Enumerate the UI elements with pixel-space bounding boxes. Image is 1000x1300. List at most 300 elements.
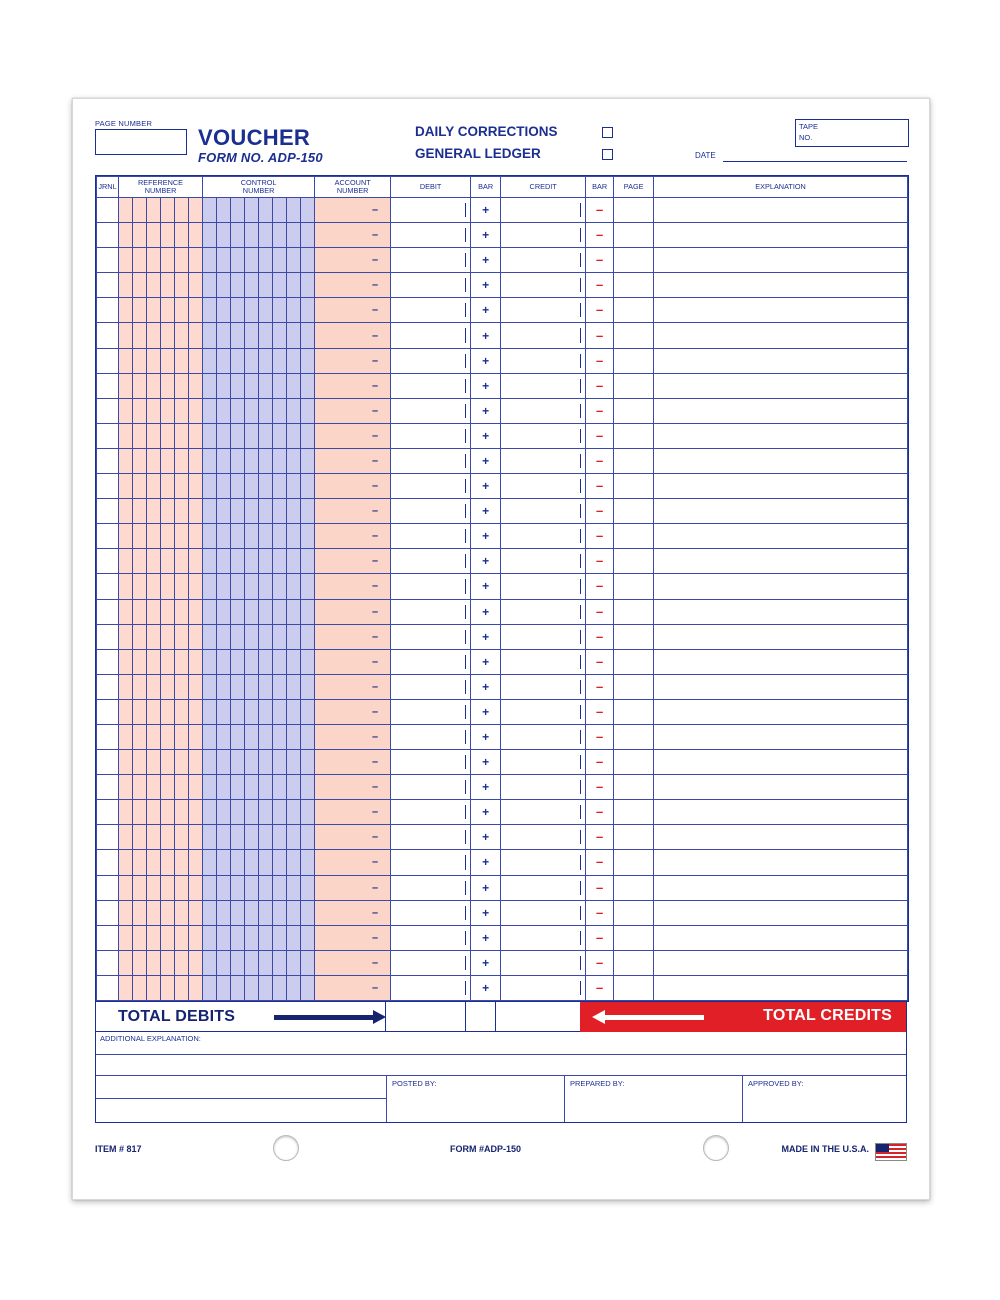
cell-bar-credit[interactable] (586, 624, 614, 649)
cell-control-digit[interactable] (301, 825, 315, 850)
cell-account-number[interactable] (315, 373, 391, 398)
cell-reference-digit[interactable] (133, 850, 147, 875)
cell-control-digit[interactable] (301, 800, 315, 825)
cell-reference-digit[interactable] (161, 574, 175, 599)
cell-explanation[interactable] (654, 775, 908, 800)
table-row[interactable] (97, 699, 908, 724)
cell-control-digit[interactable] (301, 674, 315, 699)
cell-control-digit[interactable] (245, 724, 259, 749)
cell-reference-digit[interactable] (147, 323, 161, 348)
cell-bar-credit[interactable] (586, 448, 614, 473)
cell-reference-digit[interactable] (147, 273, 161, 298)
cell-explanation[interactable] (654, 599, 908, 624)
table-row[interactable] (97, 875, 908, 900)
cell-control-digit[interactable] (287, 348, 301, 373)
cell-control-digit[interactable] (273, 448, 287, 473)
cell-control-digit[interactable] (203, 875, 217, 900)
table-row[interactable] (97, 549, 908, 574)
cell-account-number[interactable] (315, 398, 391, 423)
cell-control-digit[interactable] (245, 499, 259, 524)
cell-control-digit[interactable] (273, 624, 287, 649)
cell-jrnl[interactable] (97, 925, 119, 950)
cell-reference-digit[interactable] (119, 649, 133, 674)
cell-control-digit[interactable] (245, 298, 259, 323)
cell-reference-digit[interactable] (161, 775, 175, 800)
table-row[interactable] (97, 273, 908, 298)
cell-control-digit[interactable] (245, 198, 259, 223)
cell-bar-debit[interactable] (471, 273, 501, 298)
cell-control-digit[interactable] (301, 775, 315, 800)
cell-bar-debit[interactable] (471, 348, 501, 373)
cell-reference-digit[interactable] (147, 474, 161, 499)
cell-jrnl[interactable] (97, 373, 119, 398)
cell-bar-debit[interactable] (471, 373, 501, 398)
cell-jrnl[interactable] (97, 348, 119, 373)
cell-reference-digit[interactable] (189, 198, 203, 223)
cell-credit[interactable] (501, 750, 586, 775)
cell-bar-debit[interactable] (471, 724, 501, 749)
cell-reference-digit[interactable] (189, 649, 203, 674)
cell-debit[interactable] (391, 699, 471, 724)
cell-bar-debit[interactable] (471, 524, 501, 549)
cell-reference-digit[interactable] (119, 800, 133, 825)
cell-jrnl[interactable] (97, 724, 119, 749)
cell-reference-digit[interactable] (189, 724, 203, 749)
cell-control-digit[interactable] (245, 925, 259, 950)
cell-control-digit[interactable] (245, 775, 259, 800)
cell-control-digit[interactable] (301, 624, 315, 649)
cell-reference-digit[interactable] (161, 499, 175, 524)
cell-reference-digit[interactable] (161, 800, 175, 825)
cell-debit[interactable] (391, 198, 471, 223)
cell-explanation[interactable] (654, 900, 908, 925)
cell-control-digit[interactable] (231, 574, 245, 599)
cell-reference-digit[interactable] (161, 273, 175, 298)
cell-control-digit[interactable] (245, 599, 259, 624)
cell-reference-digit[interactable] (175, 750, 189, 775)
cell-reference-digit[interactable] (161, 699, 175, 724)
cell-control-digit[interactable] (287, 674, 301, 699)
cell-control-digit[interactable] (245, 850, 259, 875)
cell-account-number[interactable] (315, 223, 391, 248)
cell-control-digit[interactable] (273, 825, 287, 850)
cell-debit[interactable] (391, 348, 471, 373)
cell-bar-credit[interactable] (586, 499, 614, 524)
cell-page[interactable] (614, 398, 654, 423)
cell-reference-digit[interactable] (175, 825, 189, 850)
cell-reference-digit[interactable] (175, 624, 189, 649)
cell-control-digit[interactable] (301, 198, 315, 223)
cell-reference-digit[interactable] (133, 724, 147, 749)
cell-account-number[interactable] (315, 323, 391, 348)
cell-control-digit[interactable] (217, 348, 231, 373)
cell-reference-digit[interactable] (161, 298, 175, 323)
cell-control-digit[interactable] (273, 975, 287, 1000)
cell-credit[interactable] (501, 800, 586, 825)
cell-jrnl[interactable] (97, 775, 119, 800)
cell-reference-digit[interactable] (133, 624, 147, 649)
cell-account-number[interactable] (315, 825, 391, 850)
cell-reference-digit[interactable] (189, 524, 203, 549)
cell-explanation[interactable] (654, 348, 908, 373)
cell-control-digit[interactable] (245, 524, 259, 549)
cell-page[interactable] (614, 198, 654, 223)
cell-control-digit[interactable] (245, 825, 259, 850)
cell-control-digit[interactable] (203, 323, 217, 348)
cell-debit[interactable] (391, 925, 471, 950)
cell-control-digit[interactable] (231, 674, 245, 699)
cell-reference-digit[interactable] (119, 574, 133, 599)
cell-control-digit[interactable] (259, 198, 273, 223)
cell-control-digit[interactable] (301, 549, 315, 574)
cell-control-digit[interactable] (217, 223, 231, 248)
cell-credit[interactable] (501, 724, 586, 749)
cell-control-digit[interactable] (301, 248, 315, 273)
cell-control-digit[interactable] (287, 223, 301, 248)
cell-reference-digit[interactable] (147, 574, 161, 599)
cell-reference-digit[interactable] (175, 900, 189, 925)
cell-reference-digit[interactable] (161, 348, 175, 373)
cell-jrnl[interactable] (97, 875, 119, 900)
cell-page[interactable] (614, 900, 654, 925)
cell-control-digit[interactable] (287, 373, 301, 398)
cell-reference-digit[interactable] (119, 323, 133, 348)
cell-reference-digit[interactable] (161, 474, 175, 499)
cell-jrnl[interactable] (97, 223, 119, 248)
cell-control-digit[interactable] (287, 474, 301, 499)
cell-control-digit[interactable] (217, 398, 231, 423)
cell-explanation[interactable] (654, 474, 908, 499)
cell-jrnl[interactable] (97, 699, 119, 724)
table-row[interactable] (97, 925, 908, 950)
cell-control-digit[interactable] (287, 549, 301, 574)
cell-control-digit[interactable] (259, 448, 273, 473)
cell-debit[interactable] (391, 875, 471, 900)
table-row[interactable] (97, 850, 908, 875)
cell-reference-digit[interactable] (175, 724, 189, 749)
cell-reference-digit[interactable] (119, 925, 133, 950)
cell-control-digit[interactable] (217, 599, 231, 624)
cell-bar-credit[interactable] (586, 223, 614, 248)
cell-control-digit[interactable] (245, 423, 259, 448)
cell-control-digit[interactable] (217, 925, 231, 950)
cell-control-digit[interactable] (259, 775, 273, 800)
cell-jrnl[interactable] (97, 624, 119, 649)
cell-control-digit[interactable] (273, 950, 287, 975)
cell-reference-digit[interactable] (161, 198, 175, 223)
cell-control-digit[interactable] (217, 474, 231, 499)
cell-debit[interactable] (391, 850, 471, 875)
cell-reference-digit[interactable] (189, 775, 203, 800)
cell-control-digit[interactable] (287, 900, 301, 925)
cell-control-digit[interactable] (259, 699, 273, 724)
cell-jrnl[interactable] (97, 423, 119, 448)
cell-reference-digit[interactable] (175, 499, 189, 524)
cell-reference-digit[interactable] (189, 549, 203, 574)
cell-reference-digit[interactable] (133, 825, 147, 850)
cell-credit[interactable] (501, 373, 586, 398)
cell-control-digit[interactable] (203, 850, 217, 875)
cell-page[interactable] (614, 373, 654, 398)
cell-reference-digit[interactable] (161, 925, 175, 950)
cell-reference-digit[interactable] (119, 775, 133, 800)
cell-control-digit[interactable] (217, 649, 231, 674)
cell-reference-digit[interactable] (147, 950, 161, 975)
cell-debit[interactable] (391, 950, 471, 975)
cell-credit[interactable] (501, 423, 586, 448)
cell-control-digit[interactable] (273, 850, 287, 875)
cell-control-digit[interactable] (287, 524, 301, 549)
cell-credit[interactable] (501, 775, 586, 800)
cell-account-number[interactable] (315, 524, 391, 549)
cell-control-digit[interactable] (245, 398, 259, 423)
cell-control-digit[interactable] (287, 448, 301, 473)
cell-control-digit[interactable] (245, 448, 259, 473)
cell-control-digit[interactable] (259, 298, 273, 323)
cell-control-digit[interactable] (273, 198, 287, 223)
cell-bar-credit[interactable] (586, 900, 614, 925)
cell-reference-digit[interactable] (119, 549, 133, 574)
cell-control-digit[interactable] (273, 373, 287, 398)
cell-debit[interactable] (391, 373, 471, 398)
cell-reference-digit[interactable] (175, 223, 189, 248)
cell-account-number[interactable] (315, 298, 391, 323)
cell-reference-digit[interactable] (161, 323, 175, 348)
cell-control-digit[interactable] (231, 975, 245, 1000)
cell-reference-digit[interactable] (189, 423, 203, 448)
cell-control-digit[interactable] (273, 273, 287, 298)
cell-control-digit[interactable] (231, 599, 245, 624)
cell-reference-digit[interactable] (189, 875, 203, 900)
cell-reference-digit[interactable] (189, 298, 203, 323)
cell-control-digit[interactable] (231, 900, 245, 925)
cell-control-digit[interactable] (287, 875, 301, 900)
cell-explanation[interactable] (654, 398, 908, 423)
cell-reference-digit[interactable] (119, 850, 133, 875)
cell-reference-digit[interactable] (147, 699, 161, 724)
cell-bar-credit[interactable] (586, 474, 614, 499)
cell-control-digit[interactable] (301, 574, 315, 599)
cell-control-digit[interactable] (259, 800, 273, 825)
cell-control-digit[interactable] (245, 474, 259, 499)
cell-reference-digit[interactable] (161, 448, 175, 473)
cell-control-digit[interactable] (287, 198, 301, 223)
cell-credit[interactable] (501, 273, 586, 298)
cell-control-digit[interactable] (231, 775, 245, 800)
table-row[interactable] (97, 775, 908, 800)
cell-control-digit[interactable] (287, 273, 301, 298)
cell-bar-debit[interactable] (471, 323, 501, 348)
cell-debit[interactable] (391, 423, 471, 448)
cell-reference-digit[interactable] (189, 850, 203, 875)
cell-explanation[interactable] (654, 574, 908, 599)
cell-credit[interactable] (501, 674, 586, 699)
cell-control-digit[interactable] (301, 750, 315, 775)
cell-control-digit[interactable] (301, 448, 315, 473)
cell-explanation[interactable] (654, 850, 908, 875)
cell-reference-digit[interactable] (133, 373, 147, 398)
cell-reference-digit[interactable] (133, 750, 147, 775)
cell-control-digit[interactable] (259, 825, 273, 850)
cell-jrnl[interactable] (97, 499, 119, 524)
cell-credit[interactable] (501, 825, 586, 850)
additional-explanation-row[interactable] (96, 1032, 906, 1055)
cell-jrnl[interactable] (97, 574, 119, 599)
cell-reference-digit[interactable] (175, 699, 189, 724)
daily-corrections-checkbox[interactable] (602, 127, 613, 138)
cell-bar-debit[interactable] (471, 423, 501, 448)
cell-reference-digit[interactable] (161, 674, 175, 699)
cell-control-digit[interactable] (203, 373, 217, 398)
cell-reference-digit[interactable] (147, 524, 161, 549)
cell-bar-credit[interactable] (586, 348, 614, 373)
cell-jrnl[interactable] (97, 900, 119, 925)
cell-reference-digit[interactable] (189, 398, 203, 423)
cell-control-digit[interactable] (287, 499, 301, 524)
total-debits-value-field[interactable] (385, 1002, 465, 1032)
cell-reference-digit[interactable] (189, 950, 203, 975)
cell-debit[interactable] (391, 323, 471, 348)
cell-control-digit[interactable] (301, 373, 315, 398)
cell-reference-digit[interactable] (133, 925, 147, 950)
cell-reference-digit[interactable] (147, 624, 161, 649)
cell-reference-digit[interactable] (133, 975, 147, 1000)
cell-control-digit[interactable] (273, 499, 287, 524)
cell-bar-credit[interactable] (586, 699, 614, 724)
cell-debit[interactable] (391, 524, 471, 549)
cell-reference-digit[interactable] (133, 448, 147, 473)
cell-bar-credit[interactable] (586, 373, 614, 398)
cell-bar-credit[interactable] (586, 674, 614, 699)
cell-control-digit[interactable] (203, 248, 217, 273)
cell-control-digit[interactable] (231, 273, 245, 298)
cell-page[interactable] (614, 323, 654, 348)
cell-reference-digit[interactable] (175, 775, 189, 800)
cell-explanation[interactable] (654, 248, 908, 273)
cell-control-digit[interactable] (273, 925, 287, 950)
cell-bar-credit[interactable] (586, 724, 614, 749)
cell-reference-digit[interactable] (147, 750, 161, 775)
cell-reference-digit[interactable] (161, 223, 175, 248)
cell-bar-debit[interactable] (471, 674, 501, 699)
cell-credit[interactable] (501, 850, 586, 875)
cell-account-number[interactable] (315, 273, 391, 298)
cell-control-digit[interactable] (217, 198, 231, 223)
cell-credit[interactable] (501, 925, 586, 950)
cell-control-digit[interactable] (273, 423, 287, 448)
cell-reference-digit[interactable] (175, 975, 189, 1000)
cell-reference-digit[interactable] (147, 373, 161, 398)
table-row[interactable] (97, 499, 908, 524)
cell-control-digit[interactable] (203, 549, 217, 574)
cell-jrnl[interactable] (97, 448, 119, 473)
cell-bar-credit[interactable] (586, 248, 614, 273)
cell-page[interactable] (614, 223, 654, 248)
cell-control-digit[interactable] (217, 825, 231, 850)
cell-bar-debit[interactable] (471, 298, 501, 323)
cell-bar-credit[interactable] (586, 398, 614, 423)
cell-control-digit[interactable] (231, 423, 245, 448)
cell-jrnl[interactable] (97, 850, 119, 875)
cell-debit[interactable] (391, 474, 471, 499)
cell-bar-credit[interactable] (586, 975, 614, 1000)
cell-reference-digit[interactable] (133, 524, 147, 549)
cell-control-digit[interactable] (245, 273, 259, 298)
cell-control-digit[interactable] (259, 875, 273, 900)
cell-reference-digit[interactable] (147, 775, 161, 800)
cell-reference-digit[interactable] (133, 775, 147, 800)
cell-account-number[interactable] (315, 775, 391, 800)
cell-control-digit[interactable] (217, 674, 231, 699)
cell-bar-debit[interactable] (471, 649, 501, 674)
cell-control-digit[interactable] (231, 825, 245, 850)
cell-reference-digit[interactable] (175, 474, 189, 499)
cell-page[interactable] (614, 273, 654, 298)
cell-reference-digit[interactable] (147, 423, 161, 448)
cell-reference-digit[interactable] (119, 724, 133, 749)
cell-control-digit[interactable] (231, 649, 245, 674)
cell-control-digit[interactable] (203, 198, 217, 223)
cell-control-digit[interactable] (217, 724, 231, 749)
cell-reference-digit[interactable] (189, 674, 203, 699)
cell-explanation[interactable] (654, 273, 908, 298)
cell-control-digit[interactable] (245, 248, 259, 273)
cell-bar-credit[interactable] (586, 649, 614, 674)
cell-reference-digit[interactable] (189, 925, 203, 950)
cell-control-digit[interactable] (259, 850, 273, 875)
cell-reference-digit[interactable] (133, 298, 147, 323)
cell-jrnl[interactable] (97, 248, 119, 273)
cell-control-digit[interactable] (273, 699, 287, 724)
cell-jrnl[interactable] (97, 950, 119, 975)
cell-reference-digit[interactable] (189, 373, 203, 398)
cell-reference-digit[interactable] (161, 825, 175, 850)
cell-reference-digit[interactable] (175, 875, 189, 900)
cell-jrnl[interactable] (97, 800, 119, 825)
cell-control-digit[interactable] (245, 900, 259, 925)
cell-reference-digit[interactable] (133, 900, 147, 925)
prepared-by-cell[interactable] (564, 1076, 742, 1122)
cell-control-digit[interactable] (259, 248, 273, 273)
cell-control-digit[interactable] (259, 750, 273, 775)
cell-page[interactable] (614, 423, 654, 448)
cell-control-digit[interactable] (287, 775, 301, 800)
cell-account-number[interactable] (315, 248, 391, 273)
cell-control-digit[interactable] (273, 298, 287, 323)
cell-reference-digit[interactable] (133, 875, 147, 900)
cell-explanation[interactable] (654, 223, 908, 248)
cell-reference-digit[interactable] (175, 649, 189, 674)
cell-bar-credit[interactable] (586, 599, 614, 624)
cell-explanation[interactable] (654, 323, 908, 348)
cell-explanation[interactable] (654, 825, 908, 850)
table-row[interactable] (97, 448, 908, 473)
cell-explanation[interactable] (654, 925, 908, 950)
cell-account-number[interactable] (315, 900, 391, 925)
cell-page[interactable] (614, 474, 654, 499)
tape-number-field[interactable] (795, 119, 909, 147)
cell-reference-digit[interactable] (175, 298, 189, 323)
cell-bar-debit[interactable] (471, 925, 501, 950)
table-row[interactable] (97, 975, 908, 1000)
cell-reference-digit[interactable] (189, 624, 203, 649)
cell-bar-debit[interactable] (471, 825, 501, 850)
cell-control-digit[interactable] (259, 423, 273, 448)
table-row[interactable] (97, 348, 908, 373)
cell-control-digit[interactable] (231, 800, 245, 825)
additional-explanation-line-2[interactable] (96, 1055, 906, 1076)
cell-reference-digit[interactable] (175, 524, 189, 549)
